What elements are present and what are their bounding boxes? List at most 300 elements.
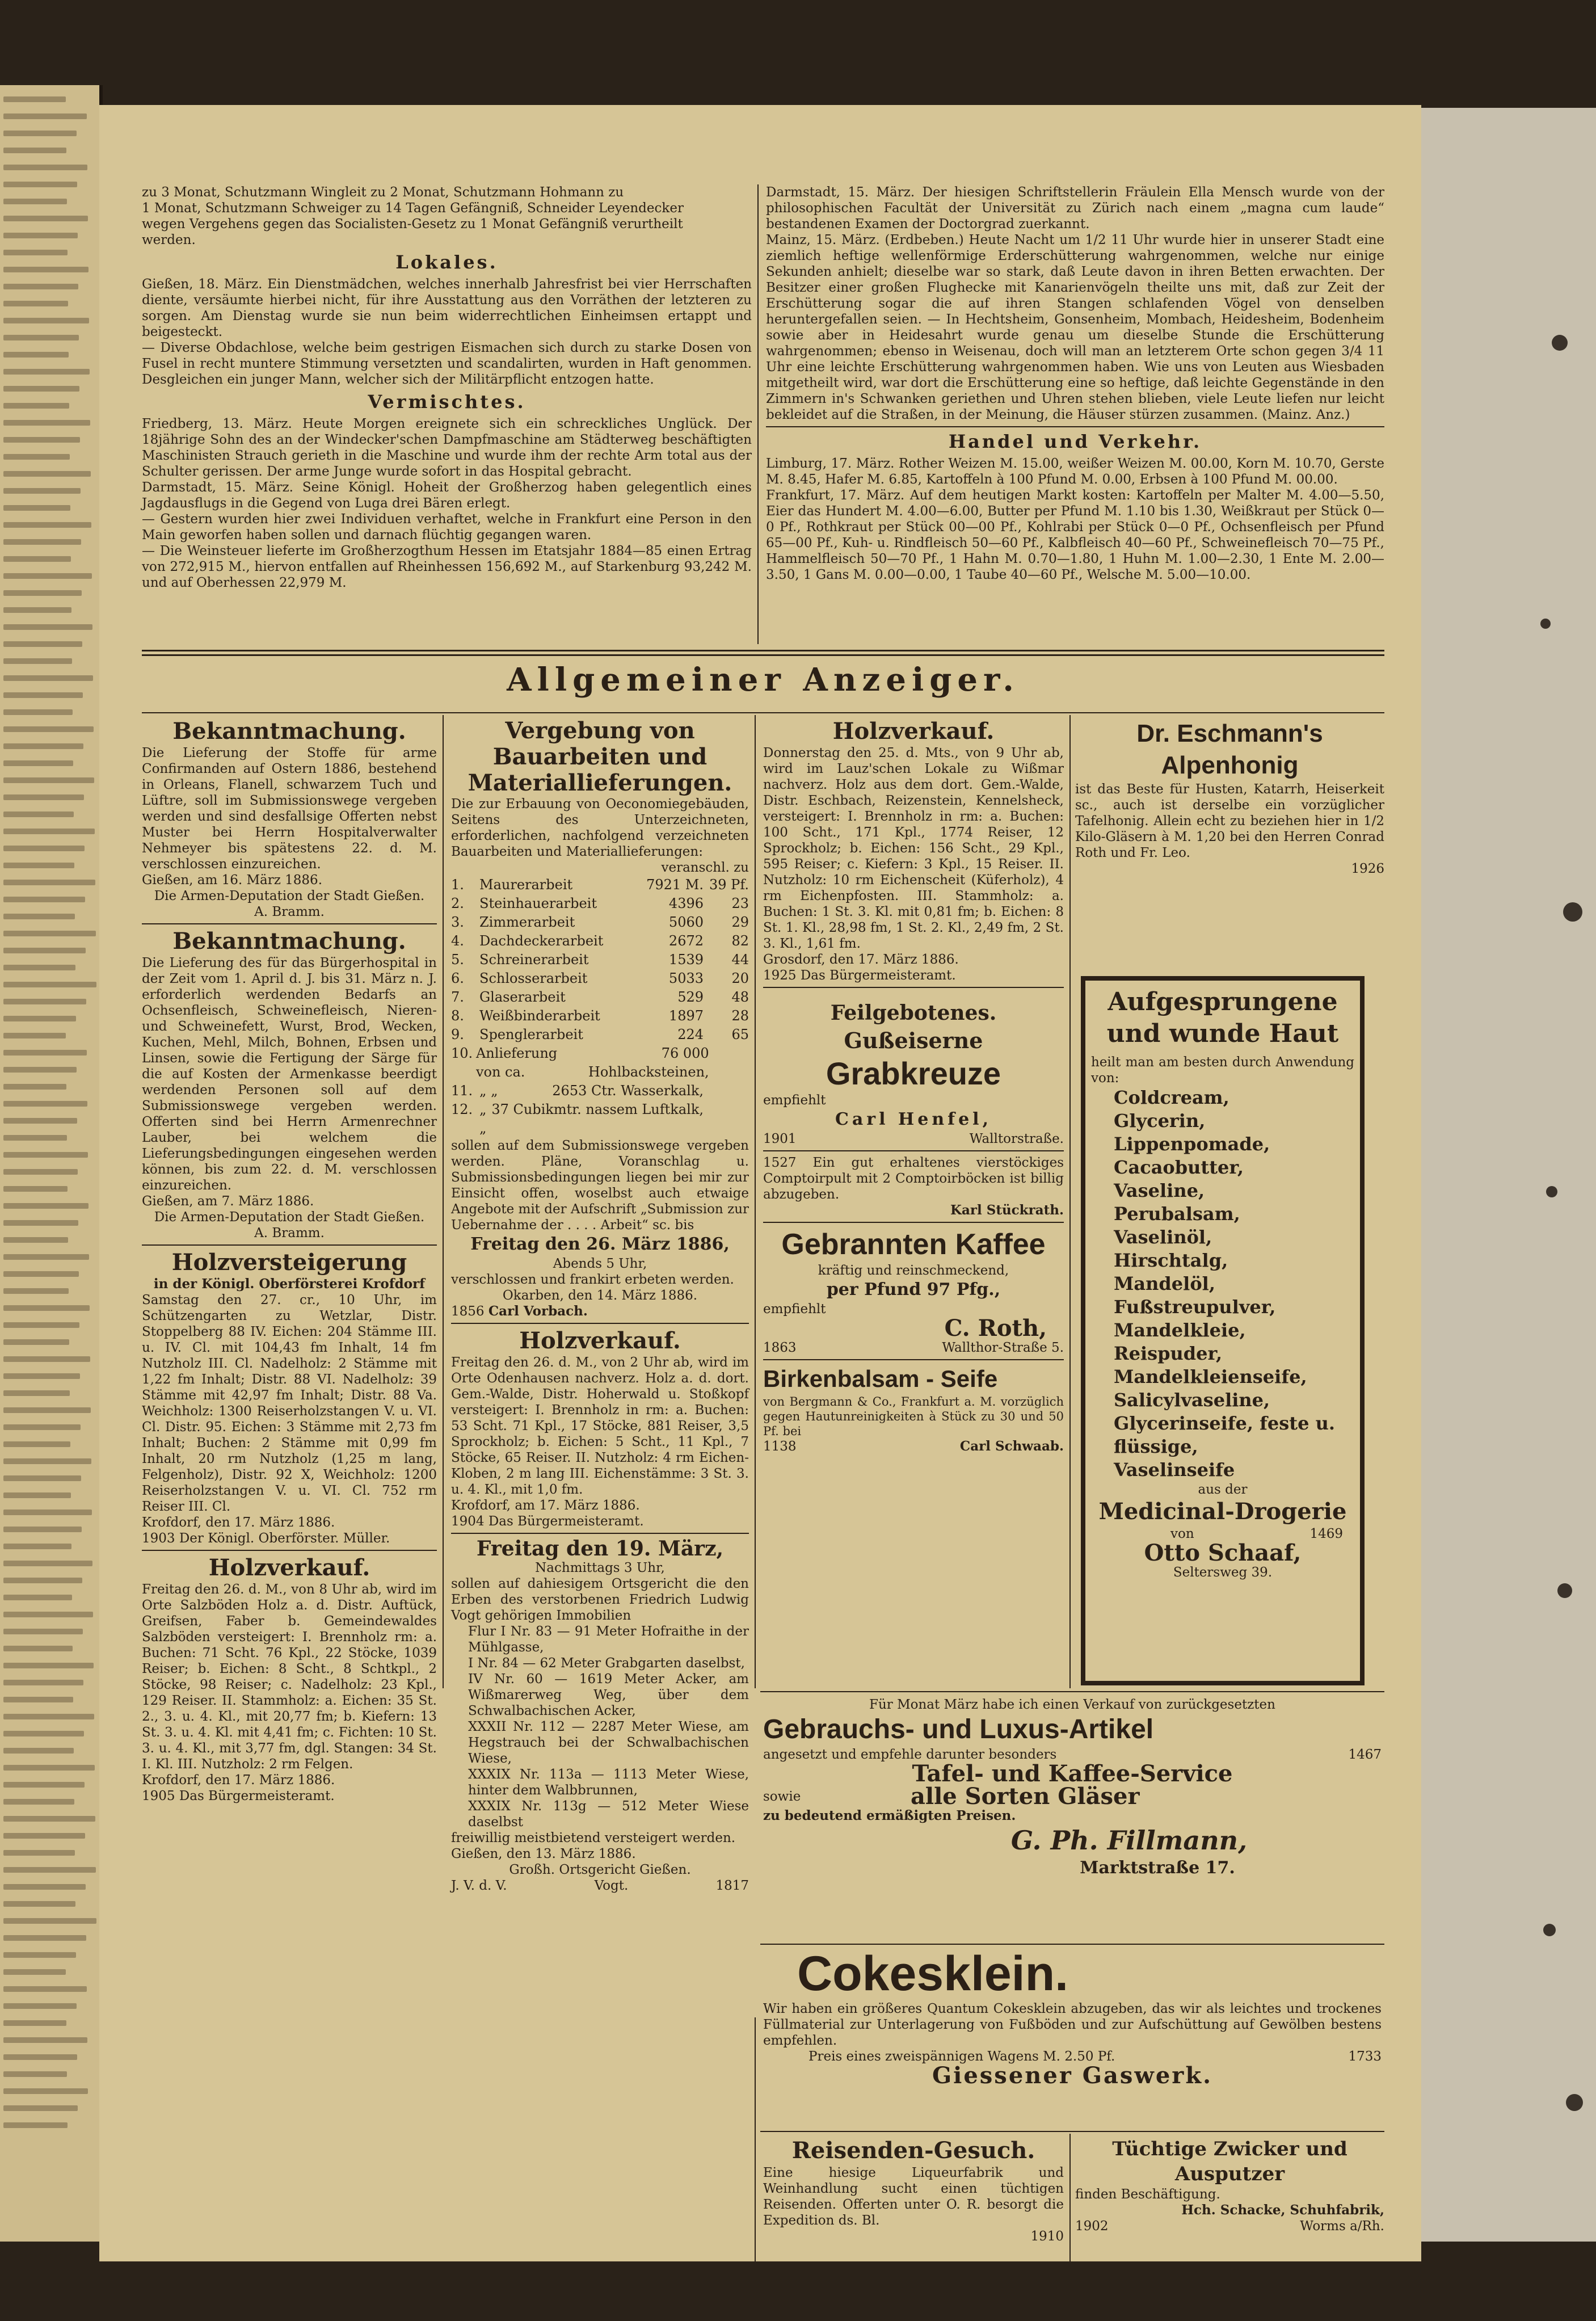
adjacent-text-line [3, 1799, 74, 1805]
cokesklein-ad [763, 1946, 1382, 2087]
immobilie-item: Flur I Nr. 83 — 91 Meter Hofraithe in der Mühlgasse, [468, 1624, 749, 1655]
item-pfennig: 82 [731, 933, 749, 949]
adjacent-text-line [3, 624, 92, 630]
adjacent-text-line [3, 1986, 87, 1992]
adjacent-text-line [3, 1731, 84, 1736]
signature: Das Bürgermeisteramt. [488, 1514, 644, 1529]
adjacent-text-line [3, 403, 69, 409]
adjacent-text-line [3, 931, 96, 936]
adjacent-text-line [3, 1663, 94, 1668]
item-name: Schreinerarbeit [479, 952, 589, 968]
item-pfennig: 48 [731, 989, 749, 1005]
grabkreuze-seller: Carl Henfel, [835, 1109, 992, 1129]
kaffee-seller: C. Roth, [944, 1315, 1047, 1342]
adjacent-text-line [3, 1544, 71, 1549]
vergebung-footer [451, 1304, 749, 1319]
zwicker-text: finden Beschäftigung. [1075, 2187, 1220, 2202]
masthead-rule-top2 [142, 654, 1384, 656]
line-text: angesetzt und empfehle darunter besonders [763, 1747, 1057, 1762]
ad-number: 1901 [763, 1132, 797, 1146]
empfiehlt-label: empfiehlt [763, 1093, 826, 1108]
item-name: „ „ [479, 1083, 498, 1099]
adjacent-text-line [3, 914, 75, 919]
item-number: 3. [451, 914, 464, 930]
newspaper-page [99, 105, 1421, 2261]
signature: Carl Vorbach. [488, 1304, 588, 1319]
item-pfennig: 39 Pf. [709, 877, 749, 893]
vermischtes-paragraph: — Gestern wurden hier zwei Individuen verhaftet, welche in Frankfurt eine Person in den Main geworfen haben sollen und darnach flüchtig gegangen waren. [142, 512, 752, 543]
reisenden-ad [763, 2137, 1064, 2244]
bekanntmachung-name: A. Bramm. [254, 905, 325, 919]
wunde-haut-box [1081, 976, 1365, 1685]
grabkreuze-footer [763, 1131, 1064, 1147]
drogerie-address: Seltersweg 39. [1173, 1565, 1273, 1580]
lokales-paragraph: Gießen, 18. März. Ein Dienstmädchen, welches innerhalb Jahresfrist bei vier Herrschaften diente, versäumte hierbei nicht, für ihre Ausstattung aus den Vorräthen der letzteren zu sorgen. Am Dienstag wurde sie nun beim widerrechtlichen Einheimsen ertappt und beigesteckt. [142, 277, 752, 339]
product-item: Mandelkleienseife, [1114, 1366, 1307, 1387]
adjacent-text-line [3, 318, 89, 323]
vergebung-item [451, 894, 749, 913]
fillmann-address: Marktstraße 17. [1080, 1858, 1235, 1878]
product-item: Perubalsam, [1114, 1203, 1240, 1225]
text-line: werden. [142, 233, 196, 247]
holzverkauf-footer [142, 1788, 437, 1804]
adjacent-text-line [3, 1288, 69, 1294]
immobilie-item: XXXIX Nr. 113a — 1113 Meter Wiese, hinter dem Walbbrunnen, [468, 1767, 749, 1798]
gusseiserne-label: Gußeiserne [844, 1028, 983, 1053]
signature: Der Königl. Oberförster. Müller. [179, 1531, 390, 1546]
adjacent-text-line [3, 2122, 68, 2128]
lokales-paragraph: — Diverse Obdachlose, welche beim gestrigen Eismachen sich durch zu starke Dosen von Fusel in recht muntere Stimmung versetzten und scandalirten, wurden in Haft genommen. Desgleichen ein junger Mann, welcher sich der Militärpflicht entzogen hatte. [142, 340, 752, 387]
bekanntmachung-signature: Die Armen-Deputation der Stadt Gießen. [154, 889, 425, 903]
item-name: Zimmerarbeit [479, 914, 575, 930]
adjacent-text-line [3, 1254, 89, 1260]
item-number: 8. [451, 1008, 464, 1024]
adjacent-text-line [3, 1867, 96, 1873]
vergebung-table-head: veranschl. zu [661, 860, 749, 875]
product-item: Glycerin, [1114, 1110, 1206, 1132]
item-amount: 76 000 Hohlbacksteinen, [588, 1045, 709, 1080]
item-amount: 4396 [668, 895, 704, 911]
from-label: aus der [1198, 1482, 1248, 1497]
holzverkauf-title: Holzverkauf. [208, 1554, 370, 1581]
birkenbalsam-text: von Bergmann & Co., Frankfurt a. M. vorzüglich gegen Hautunreinigkeiten à Stück zu 30 und 50 Pf. bei [763, 1395, 1064, 1438]
adjacent-text-line [3, 846, 85, 851]
top-right-column [766, 184, 1384, 583]
item-name: Weißbinderarbeit [479, 1008, 600, 1024]
holzverkauf-text: Donnerstag den 25. d. Mts., von 9 Uhr ab, wird im Lauz'schen Lokale zu Wißmar nachverz. Holz aus dem dort. Gem.-Walde, Distr. Eschbach, Reizenstein, Kennelsheck, versteigert: I. Brennholz in rm: a. Buchen: 100 Scht., 171 Kpl., 1774 Reiser, 12 Sprockholz; b. Eichen: 156 Scht., 29 Kpl., 595 Reiser; c. Kiefern: 3 Kpl., 15 Reiser. II. Nutzholz: 10 rm Eichenscheit (Küferholz), 4 rm Eichenpfosten. III. Stammholz: a. Buchen: 1 St. 3. Kl. mit 0,81 fm; b. Eichen: 8 St. 1. Kl., 28,98 fm, 1 St. 2. Kl., 2,49 fm, 2 St. 3. Kl., 1,61 fm. [763, 746, 1064, 951]
adjacent-text-line [3, 1969, 66, 1975]
item-name: Schlosserarbeit [479, 970, 588, 986]
ad-number: 1904 [451, 1514, 485, 1529]
adjacent-text-line [3, 165, 87, 170]
ad-rule [763, 1150, 1064, 1151]
adjacent-text-line [3, 1952, 76, 1958]
ad-rule [142, 1550, 437, 1551]
adjacent-text-line [3, 1816, 95, 1822]
holzverkauf-footer [763, 968, 1064, 983]
adjacent-text-line [3, 1118, 77, 1124]
product-item: Vaselinöl, [1114, 1226, 1212, 1248]
adjacent-text-line [3, 863, 74, 868]
adjacent-text-line [3, 1322, 79, 1328]
seller: Carl Schwaab. [959, 1439, 1064, 1454]
ad-number: 1910 [1030, 2229, 1064, 2244]
vergebung-item [451, 913, 749, 932]
adjacent-text-line [3, 216, 88, 221]
market-paragraph: Frankfurt, 17. März. Auf dem heutigen Markt kosten: Kartoffeln per Malter M. 4.00—5.50, Eier das Hundert M. 4.00—6.00, Butter per Pfund M. 1.10 bis 1.30, Weißkraut per Stück 0—0 Pf., Rothkraut per Stück 00—00 Pf., Kohlrabi per Stück 0—0 Pf., Ochsenfleisch per Pfund 65—00 Pf., Kuh- u. Rindfleisch 50—60 Pf., Kalbfleisch 40—60 Pf., Schweinefleisch 70—75 Pf., Hammelfleisch 50—70 Pf., 1 Hahn M. 0.70—1.80, 1 Huhn M. 1.00—2.30, 1 Ente M. 2.00—3.50, 1 Gans M. 0.00—0.00, 1 Taube 40—60 Pf., Welsche M. 5.00—10.00. [766, 488, 1384, 582]
adjacent-text-line [3, 1424, 81, 1430]
background-board [1421, 108, 1596, 2242]
product-item: Cacaobutter, [1114, 1157, 1244, 1178]
wunde-haut-intro: heilt man am besten durch Anwendung von: [1091, 1055, 1354, 1086]
freitag-signature: Großh. Ortsgericht Gießen. [509, 1862, 691, 1877]
item-number: 2. [451, 895, 464, 911]
signature: Das Bürgermeisteramt. [179, 1789, 335, 1803]
adjacent-text-line [3, 182, 77, 187]
adjacent-text-line [3, 794, 84, 800]
ad-number: 1863 [763, 1340, 797, 1355]
ads-column-2 [451, 718, 749, 1894]
freitag-close: freiwillig meistbietend versteigert werden. [451, 1831, 736, 1845]
zwicker-title: Tüchtige Zwicker und Ausputzer [1112, 2138, 1347, 2185]
von-label: von [1170, 1527, 1194, 1541]
freitag-title: Freitag den 19. März, [476, 1537, 724, 1561]
item-amount: 2653 Ctr. Wasserkalk, [552, 1083, 704, 1099]
vermischtes-paragraph: Darmstadt, 15. März. Seine Königl. Hoheit der Großherzog haben gelegentlich eines Jagdausflugs in die Gegend von Luga drei Bären erlegt. [142, 480, 752, 511]
item-name: Dachdeckerarbeit [479, 933, 604, 949]
adjacent-text-line [3, 1918, 96, 1924]
kaffee-title: Gebrannten Kaffee [781, 1228, 1046, 1261]
vergebung-deadline: Freitag den 26. März 1886, [470, 1234, 730, 1254]
signature-initials: J. V. d. V. [451, 1878, 507, 1893]
immobilien-list [451, 1624, 749, 1830]
vergebung-item [451, 988, 749, 1007]
adjacent-text-line [3, 880, 95, 885]
masthead-rule-top [142, 650, 1384, 651]
item-amount: 1897 [668, 1008, 704, 1024]
bekanntmachung-date: Gießen, am 7. März 1886. [142, 1194, 314, 1209]
ad-rule [451, 1323, 749, 1324]
adjacent-text-line [3, 1935, 86, 1941]
ad-number: 1926 [1351, 861, 1384, 876]
lokales-heading: Lokales. [395, 251, 498, 273]
cokesklein-text: Wir haben ein größeres Quantum Cokesklein abzugeben, das wir als leichtes und trockenes Füllmaterial zur Unterlagerung von Fußböden und zur Aufschüttung auf Gewölben bestens empfehlen. [763, 2002, 1382, 2048]
adjacent-text-line [3, 777, 94, 783]
item-amount: 37 Cubikmtr. nassem Luftkalk, [491, 1101, 704, 1117]
adjacent-text-line [3, 573, 92, 579]
adjacent-text-line [3, 829, 95, 834]
adjacent-text-line [3, 1305, 90, 1311]
adjacent-text-line [3, 1186, 68, 1192]
adjacent-text-line [3, 1901, 75, 1907]
vergebung-item [451, 951, 749, 969]
product-item: Fußstreupulver, [1114, 1296, 1276, 1318]
adjacent-text-line [3, 2054, 77, 2060]
product-item: Glycerinseife, feste u. flüssige, [1114, 1412, 1335, 1457]
vergebung-item [451, 969, 749, 988]
immobilie-item: I Nr. 84 — 62 Meter Grabgarten daselbst, [468, 1656, 745, 1671]
adjacent-text-line [3, 301, 68, 306]
holzverkauf-title: Holzverkauf. [519, 1327, 681, 1354]
adjacent-text-line [3, 2088, 88, 2094]
comptoir-text: 1527 Ein gut erhaltenes vierstöckiges Comptoirpult mit 2 Comptoirböcken ist billig abzugeben. [763, 1155, 1064, 1202]
column-rule [755, 715, 756, 1688]
adjacent-text-line [3, 1407, 91, 1413]
address: Wallthor-Straße 5. [942, 1340, 1064, 1355]
adjacent-text-line [3, 1561, 92, 1566]
product-item: Reispuder, [1114, 1343, 1223, 1364]
item-pfennig: 65 [731, 1027, 749, 1042]
adjacent-text-line [3, 335, 79, 340]
vergebung-time: Abends 5 Uhr, [553, 1256, 647, 1271]
ad-rule [142, 923, 437, 924]
zwicker-ad [1075, 2137, 1384, 2234]
adjacent-text-line [3, 692, 83, 698]
adjacent-text-line [3, 369, 90, 375]
holzversteigerung-date: Krofdorf, den 17. März 1886. [142, 1515, 335, 1530]
product-item: Mandelkleie, [1114, 1319, 1246, 1341]
adjacent-text-line [3, 743, 83, 749]
immobilie-item: IV Nr. 60 — 1619 Meter Acker, am Wißmarerweg Weg, über dem Schwalbachischen Acker, [468, 1672, 749, 1718]
adjacent-text-line [3, 1373, 80, 1379]
signature-name: Vogt. [594, 1878, 629, 1893]
sowie-label: sowie [763, 1789, 801, 1804]
adjacent-text-line [3, 471, 91, 477]
product-item: Vaselinseife [1114, 1459, 1235, 1481]
bekanntmachung-text: Die Lieferung des für das Bürgerhospital in der Zeit vom 1. April d. J. bis 31. März n. J. erforderlich werdenden Bedarfs an Ochsenfleisch, Schweinefleisch, Nieren- und Schweinefett, Wurst, Brod, Wecken, Kuchen, Mehl, Milch, Bohnen, Erbsen und Linsen, sowie die Fertigung der Särge für die auf Kosten der Armenkasse beerdigt werdenden Personen soll auf dem Submissionswege vergeben werden. Offerten sind bei Herrn Armenrechner Lauber, bei welchem die Lieferungsbedingungen eingesehen werden können, bis zum 22. d. M. verschlossen einzureichen. [142, 956, 437, 1193]
bekanntmachung-name: A. Bramm. [254, 1226, 325, 1241]
adjacent-text-line [3, 113, 87, 119]
ad-number: 1856 [451, 1304, 485, 1319]
item-name: Steinhauerarbeit [479, 895, 597, 911]
adjacent-text-line [3, 233, 78, 238]
adjacent-text-line [3, 1067, 77, 1073]
item-number: 4. [451, 933, 464, 949]
adjacent-text-line [3, 590, 82, 596]
item-number: 7. [451, 989, 464, 1005]
adjacent-text-line [3, 811, 74, 817]
item-number: 10. [451, 1045, 473, 1061]
adjacent-text-line [3, 488, 81, 494]
adjacent-text-line [3, 1475, 81, 1481]
market-paragraph: Limburg, 17. März. Rother Weizen M. 15.00, weißer Weizen M. 00.00, Korn M. 10.70, Gerste M. 8.45, Hafer M. 6.85, Kartoffeln à 100 Pfund M. 0.00, Erbsen à 100 Pfund M. 00.00. [766, 456, 1384, 487]
adjacent-text-line [3, 2105, 78, 2111]
adjacent-text-line [3, 1765, 95, 1771]
vergebung-item [451, 1007, 749, 1025]
adjacent-text-line [3, 2071, 67, 2077]
ad-number: 1138 [763, 1439, 797, 1454]
item-name: Anlieferung von ca. [475, 1045, 558, 1080]
adjacent-text-line [3, 267, 89, 272]
holzverkauf-text: Freitag den 26. d. M., von 8 Uhr ab, wird im Orte Salzböden Holz a. d. Distr. Auftück, Greifsen, Faber b. Gemeindewaldes Salzböden versteigert: I. Brennholz rm: a. Buchen: 71 Scht. 76 Kpl., 22 Stöcke, 1039 Reiser; b. Eichen: 8 Scht., 8 Schtkpl., 2 Stöcke, 98 Reiser; c. Nadelholz: 23 Kpl., 129 Reiser. II. Stammholz: a. Eichen: 35 St. 2., 3. u. 4. Kl., mit 20,77 fm; b. Kiefern: 13 St. 3. u. 4. Kl. mit 4,41 fm; c. Fichten: 10 St. 3. u. 4. Kl., mit 3,77 fm, dgl. Stangen: 34 St. I. Kl. III. Nutzholz: 2 rm Felgen. [142, 1582, 437, 1772]
ads-column-3 [763, 718, 1064, 1454]
adjacent-text-line [3, 284, 78, 289]
product-item: Vaseline, [1114, 1180, 1205, 1201]
item-amount: 5060 [668, 914, 704, 930]
adjacent-text-line [3, 1271, 79, 1277]
adjacent-text-line [3, 386, 79, 392]
item-number: 6. [451, 970, 464, 986]
holzverkauf-date: Krofdorf, am 17. März 1886. [451, 1498, 640, 1513]
ads-column-4 [1075, 718, 1384, 877]
adjacent-text-line [3, 1169, 78, 1175]
vergebung-place: Okarben, den 14. März 1886. [502, 1288, 698, 1303]
holzverkauf-text: Freitag den 26. d. M., von 2 Uhr ab, wird im Orte Odenhausen nachverz. Holz a. d. dort. Gem.-Walde, Distr. Hoherwald u. Stoßkopf versteigert: I. Brennholz in rm: a. Buchen: 53 Scht. 71 Kpl., 17 Stöcke, 881 Reiser, 3,5 Sprockholz; b. Eichen: 5 Scht., 11 Kpl., 7 Stöcke, 65 Reiser. II. Nutzholz: 4 rm Eichen-Kloben, 2 m lang III. Eichenstämme: 3 St. 3. u. 4. Kl., mit 1,0 fm. [451, 1355, 749, 1497]
item-pfennig: 28 [731, 1008, 749, 1024]
item-pfennig [709, 1044, 749, 1082]
adjacent-text-line [3, 1510, 92, 1515]
adjacent-text-line [3, 1748, 74, 1754]
ad-rule [763, 1359, 1064, 1360]
glaeser-row [763, 1785, 1382, 1808]
adjacent-text-line [3, 1339, 69, 1345]
product-item: Lippenpomade, [1114, 1133, 1270, 1155]
adjacent-text-line [3, 897, 85, 902]
stain-spot [1566, 2094, 1583, 2111]
bekanntmachung-title: Bekanntmachung. [172, 718, 406, 745]
ad-number: 1925 [763, 968, 797, 983]
item-pfennig: 44 [731, 952, 749, 968]
adjacent-text-line [3, 2020, 66, 2026]
adjacent-page-edge [0, 85, 103, 2242]
holzversteigerung-text: Samstag den 27. cr., 10 Uhr, im Schützengarten zu Wetzlar, Distr. Stoppelberg 88 IV. Eichen: 204 Stämme III. u. IV. Cl. mit 104,43 fm Inhalt, 14 fm Nutzholz III. Cl. Nadelholz: 2 Stämme mit 1,22 fm Inhalt; Distr. 88 VI. Nadelholz: 39 Stämme mit 42,97 fm Inhalt; Distr. 88 Va. Weichholz: 1300 Reiserholzstangen V. u. VI. Cl. Distr. 95. Eichen: 3 Stämme mit 2,73 fm Inhalt; Buchen: 2 Stämme mit 0,99 fm Inhalt, 20 rm Nutzholz (1,25 m lang, Felgenholz), Distr. 92 X, Weichholz: 1200 Reiserholzstangen V. u. VI. Cl. 752 rm Reiser III. Cl. [142, 1293, 437, 1514]
product-list [1091, 1086, 1354, 1482]
cokesklein-title: Cokesklein. [797, 1946, 1068, 2001]
bekanntmachung-text: Die Lieferung der Stoffe für arme Confirmanden auf Ostern 1886, bestehend in Orleans, Flanell, schwarzem Tuch und Lüftre, soll im Submissionswege vergeben werden und sind desfallsige Offerten nebst Muster bei Herrn Hospitalverwalter Nehmeyer bis spätestens 22. d. M. verschlossen einzureichen. [142, 746, 437, 872]
item-name: Spenglerarbeit [479, 1027, 583, 1042]
item-amount: 7921 M. [646, 877, 704, 893]
holzverkauf-date: Grosdorf, den 17. März 1886. [763, 952, 959, 967]
ad-number: 1817 [715, 1878, 749, 1893]
comptoir-seller: Karl Stückrath. [950, 1202, 1064, 1218]
tafel-service: Tafel- und Kaffee-Service [912, 1760, 1233, 1787]
adjacent-text-line [3, 760, 73, 766]
adjacent-text-line [3, 1152, 88, 1158]
adjacent-text-line [3, 1016, 76, 1021]
adjacent-text-line [3, 1782, 85, 1788]
news-paragraph: Mainz, 15. März. (Erdbeben.) Heute Nacht um 1/2 11 Uhr wurde hier in unserer Stadt eine ziemlich heftige wellenförmige Erderschütterung wahrgenommen, welche nur einige Sekunden anhielt; dieselbe war so stark, daß Leute davon in ihren Betten erwachten. Der Besitzer einer großen Flughecke mit Kanarienvögeln theilte uns mit, daß zur Zeit der Erschütterung sogar die auf ihren Stangen schlafenden Vögel von denselben heruntergefallen seien. — In Hechtsheim, Gonsenheim, Mombach, Heidesheim, Bodenheim sowie aber in Heidesahrt wurde genau um dieselbe Stunde die Erschütterung wahrgenommen; ebenso in Weisenau, doch will man an letzterem Orte schon gegen 3/4 11 Uhr eine leichte Erschütterung wahrgenommen haben. Wie uns von Leuten aus Wiesbaden mitgetheilt wird, war dort die Erschütterung eine so heftige, daß leichte Gegenstände in den Zimmern in's Schwanken geriethen und Uhren stehen blieben, viele Leute liefen nur leicht bekleidet auf die Straßen, in der Meinung, die Häuser stürzen zusammen. (Mainz. Anz.) [766, 233, 1384, 422]
adjacent-text-line [3, 1714, 94, 1719]
adjacent-text-line [3, 454, 70, 460]
vergebung-intro: Die zur Erbauung von Oeconomiegebäuden, Seitens des Unterzeichneten, erforderlichen, nachfolgend verzeichneten Bauarbeiten und Materiallieferungen: [451, 797, 749, 859]
item-pfennig: 20 [731, 970, 749, 986]
bekanntmachung-date: Gießen, am 16. März 1886. [142, 873, 323, 888]
holzversteigerung-title: Holzversteigerung [171, 1249, 407, 1276]
adjacent-text-line [3, 1033, 66, 1038]
adjacent-text-line [3, 709, 73, 715]
adjacent-text-line [3, 607, 71, 613]
wunde-haut-title: Aufgesprungene und wunde Haut [1106, 987, 1339, 1048]
stain-spot [1552, 335, 1568, 351]
alpenhonig-title: Dr. Eschmann's Alpenhonig [1136, 720, 1323, 779]
section-rule [766, 426, 1384, 427]
ad-number: 1902 [1075, 2219, 1109, 2234]
price: Preis eines zweispännigen Wagens M. 2.50 Pf. [808, 2049, 1115, 2064]
adjacent-text-line [3, 250, 68, 255]
stain-spot [1540, 619, 1551, 629]
adjacent-text-line [3, 505, 70, 511]
ad-rule [760, 1691, 1384, 1692]
adjacent-text-line [3, 1527, 82, 1532]
freitag-footer [451, 1878, 749, 1894]
text-line: 1 Monat, Schutzmann Schweiger zu 14 Tagen Gefängniß, Schneider Leyendecker [142, 201, 684, 216]
item-amount: 1539 [668, 952, 704, 968]
feilgebotenes-title: Feilgebotenes. [830, 1001, 997, 1025]
vergebung-item [451, 876, 749, 894]
ad-rule [142, 1244, 437, 1246]
adjacent-text-line [3, 199, 67, 204]
vergebung-title: Vergebung von Bauarbeiten und Materiallieferungen. [468, 717, 732, 796]
product-item: Coldcream, [1114, 1087, 1229, 1108]
adjacent-text-line [3, 148, 66, 153]
immobilie-item: XXXIX Nr. 113g — 512 Meter Wiese daselbst [468, 1799, 749, 1830]
item-number: 12. [451, 1101, 473, 1117]
column-rule [1069, 715, 1071, 1688]
masthead-rule-bottom [142, 712, 1384, 713]
reisenden-title: Reisenden-Gesuch. [791, 2137, 1035, 2164]
adjacent-text-line [3, 96, 66, 102]
kaffee-price: per Pfund 97 Pfg., [826, 1280, 1001, 1300]
adjacent-text-line [3, 1135, 67, 1141]
adjacent-text-line [3, 1458, 91, 1464]
item-name: Glaserarbeit [479, 989, 566, 1005]
holzverkauf-date: Krofdorf, den 17. März 1886. [142, 1773, 335, 1788]
item-number: 9. [451, 1027, 464, 1042]
fillmann-ad [763, 1697, 1382, 1879]
ad-number: 1733 [1348, 2049, 1382, 2064]
empfiehlt-label: empfiehlt [763, 1302, 826, 1317]
adjacent-text-line [3, 539, 81, 545]
adjacent-text-line [3, 1884, 86, 1890]
ad-rule [763, 987, 1064, 988]
fillmann-name: G. Ph. Fillmann, [1010, 1825, 1248, 1856]
adjacent-text-line [3, 1220, 78, 1226]
adjacent-text-line [3, 1595, 72, 1600]
intro-lines [142, 184, 752, 248]
item-name: „ „ [479, 1101, 487, 1136]
adjacent-text-line [3, 1050, 87, 1056]
ad-rule [760, 1944, 1384, 1945]
adjacent-text-line [3, 1578, 82, 1583]
ads-column-1 [142, 718, 437, 1804]
adjacent-text-line [3, 1084, 66, 1090]
address: Walltorstraße. [969, 1132, 1064, 1146]
adjacent-text-line [3, 675, 93, 681]
freitag-subtitle: Nachmittags 3 Uhr, [535, 1561, 665, 1575]
column-rule [755, 2017, 756, 2261]
vergebung-close: verschlossen und frankirt erbeten werden. [451, 1272, 734, 1287]
adjacent-text-line [3, 2037, 87, 2043]
adjacent-text-line [3, 641, 82, 647]
zwicker-footer [1075, 2218, 1384, 2234]
item-pfennig: 29 [731, 914, 749, 930]
text-line: wegen Vergehens gegen das Socialisten-Gesetz zu 1 Monat Gefängniß verurtheilt [142, 217, 683, 232]
stain-spot [1557, 1583, 1572, 1598]
item-amount: 5033 [668, 970, 704, 986]
item-amount: 2672 [668, 933, 704, 949]
adjacent-text-line [3, 1237, 68, 1243]
vergebung-item [451, 1025, 749, 1044]
handel-heading: Handel und Verkehr. [948, 431, 1202, 452]
item-amount: 224 [677, 1027, 704, 1042]
item-number: 1. [451, 877, 464, 893]
adjacent-text-line [3, 1680, 83, 1685]
adjacent-text-line [3, 1646, 73, 1651]
item-amount: 529 [677, 989, 704, 1005]
adjacent-text-line [3, 1441, 70, 1447]
ad-number: 1469 [1309, 1527, 1343, 1541]
text-line: zu 3 Monat, Schutzmann Wingleit zu 2 Monat, Schutzmann Hohmann zu [142, 185, 624, 200]
